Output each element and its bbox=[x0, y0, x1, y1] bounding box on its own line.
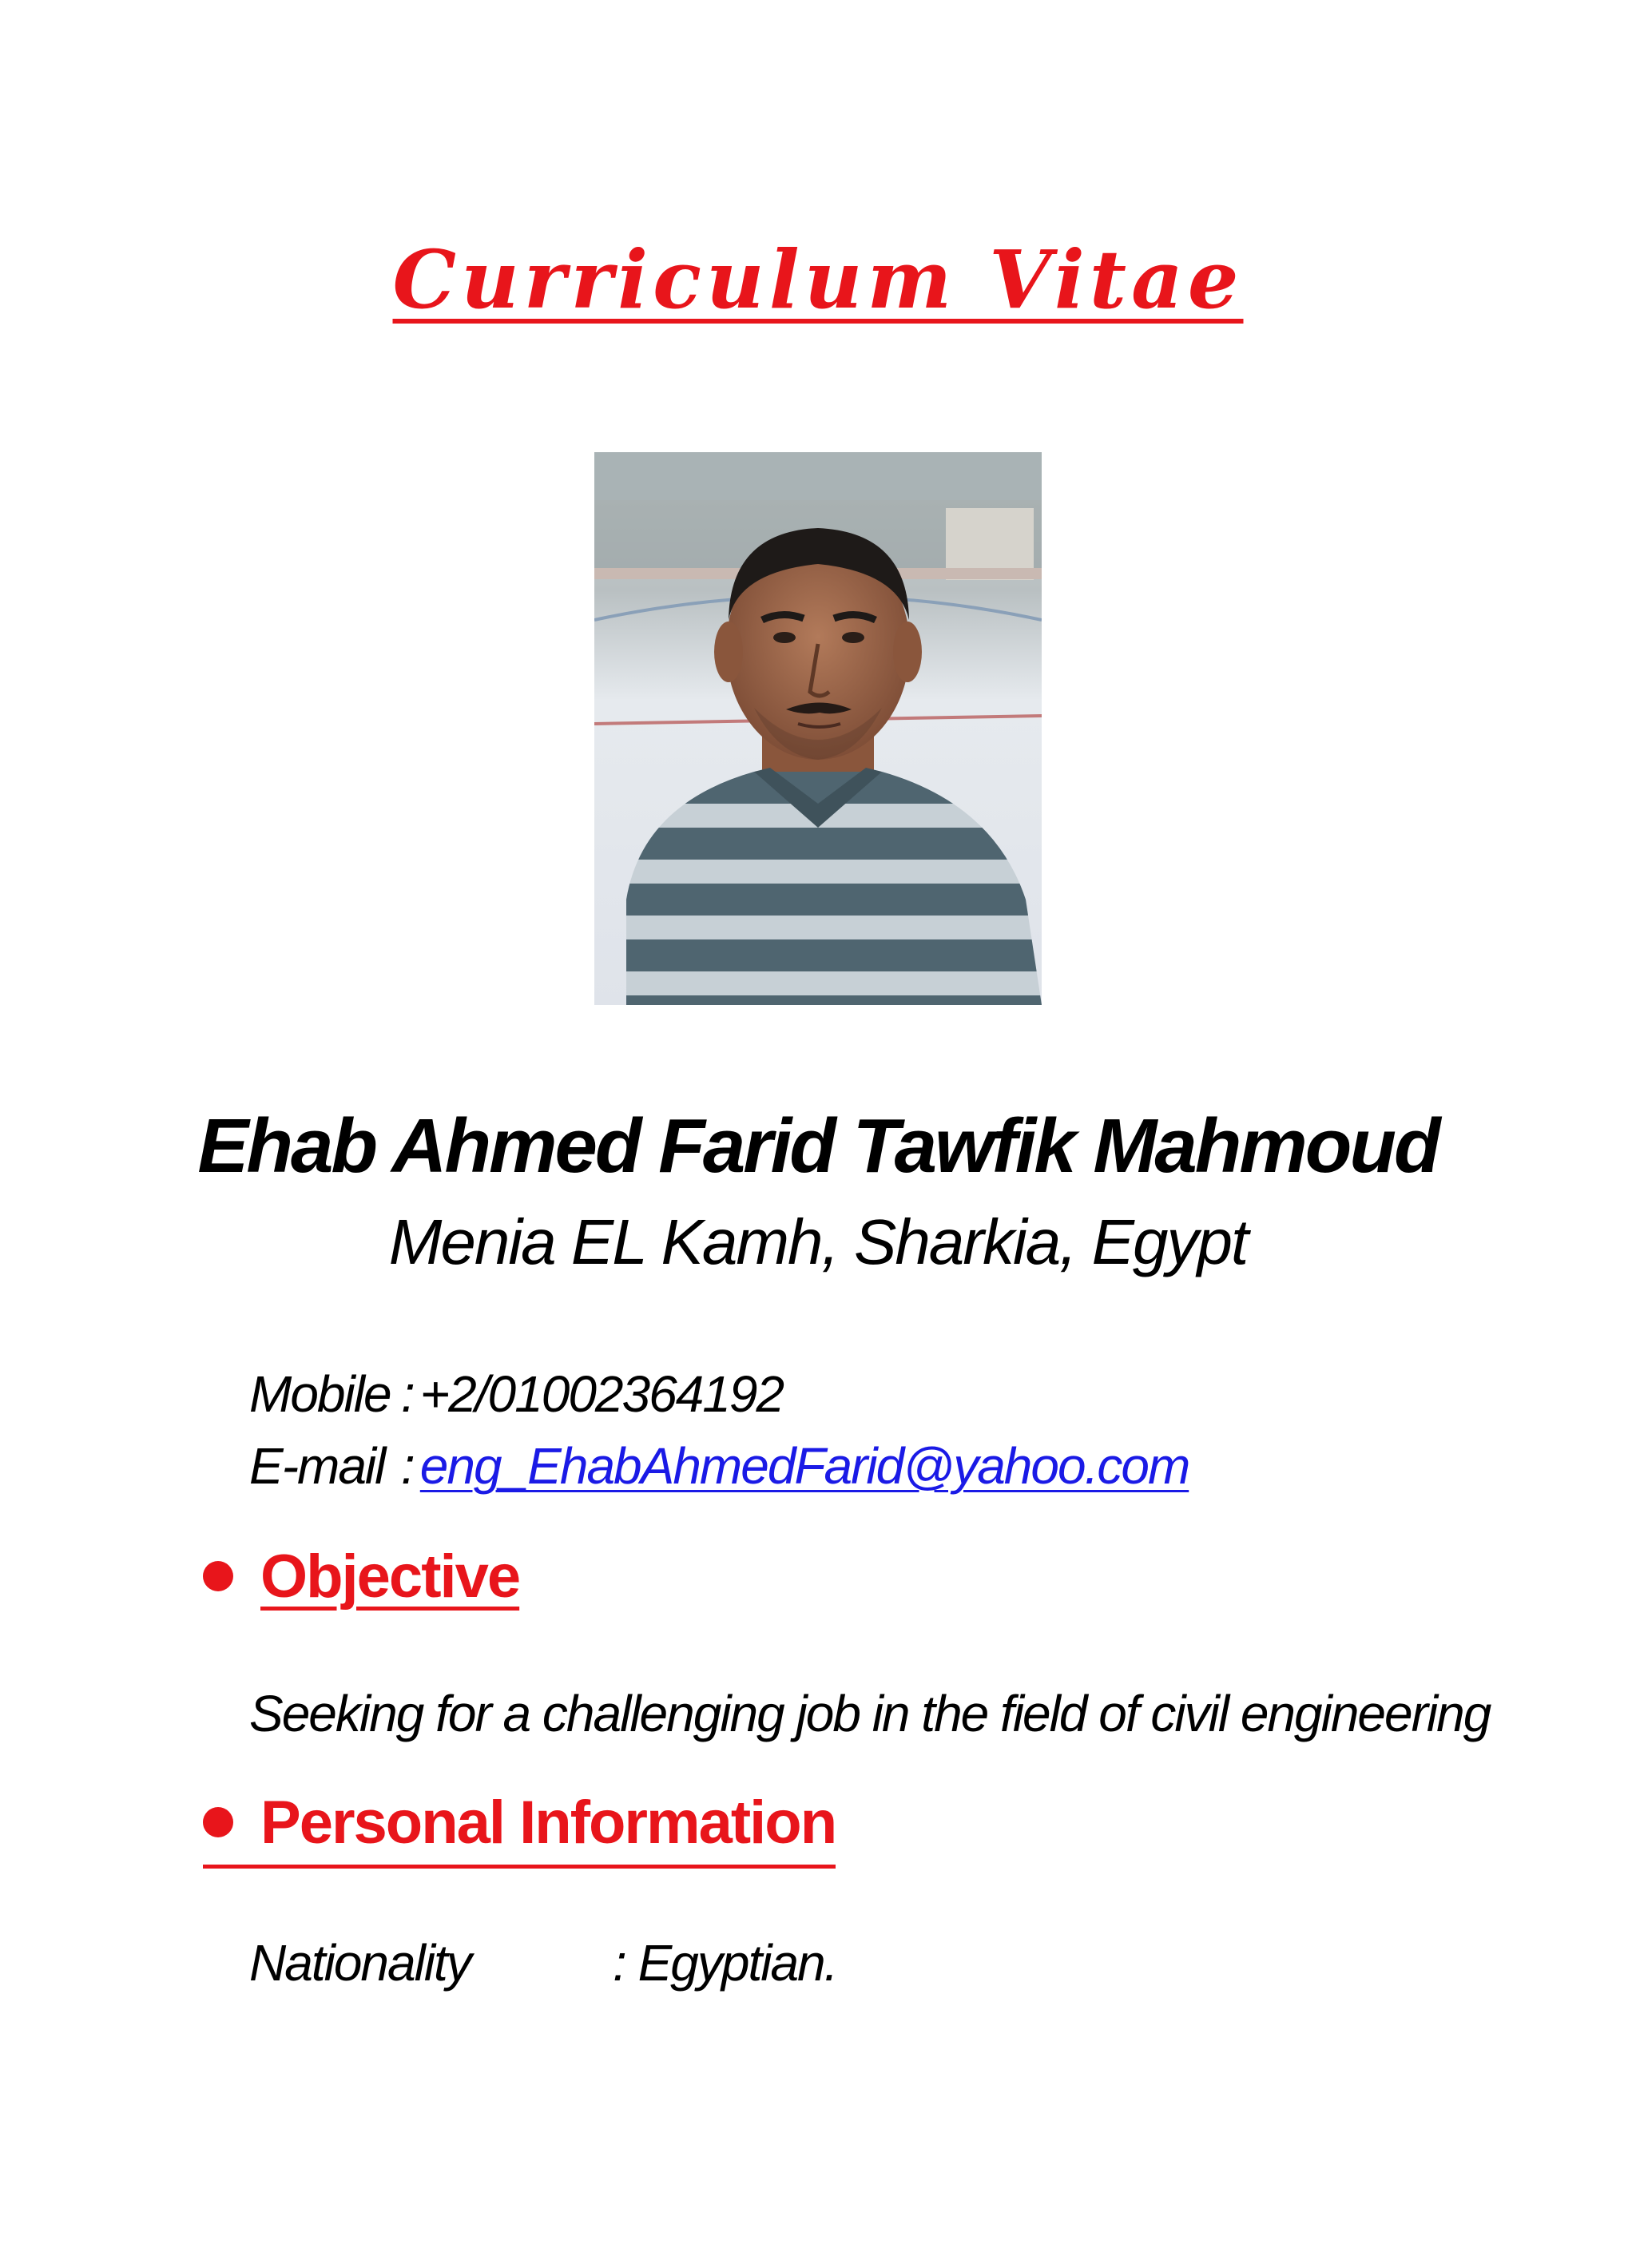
mobile-row bbox=[249, 1358, 783, 1430]
address: Menia EL Kamh, Sharkia, Egypt bbox=[388, 1206, 1248, 1277]
mobile-separator: : bbox=[401, 1365, 414, 1423]
objective-text: Seeking for a challenging job in the field of civil engineering bbox=[249, 1685, 1491, 1742]
nationality-value: : Egyptian. bbox=[613, 1934, 837, 1992]
objective-heading-label: Objective bbox=[260, 1543, 520, 1611]
profile-photo bbox=[594, 452, 1042, 1005]
section-objective-heading bbox=[203, 1537, 519, 1617]
mobile-label: Mobile bbox=[249, 1365, 391, 1423]
nationality-label: Nationality bbox=[249, 1934, 471, 1992]
email-label: E-mail bbox=[249, 1437, 385, 1495]
bullet-icon bbox=[203, 1561, 233, 1591]
full-name: Ehab Ahmed Farid Tawfik Mahmoud bbox=[197, 1103, 1439, 1189]
email-row bbox=[249, 1430, 1189, 1502]
profile-photo-image bbox=[594, 452, 1042, 1005]
email-separator: : bbox=[401, 1437, 414, 1495]
email-link[interactable]: eng_EhabAhmedFarid@yahoo.com bbox=[419, 1437, 1189, 1495]
bullet-icon bbox=[203, 1807, 233, 1837]
nationality-row bbox=[249, 1927, 836, 1999]
personal-heading-label: Personal Information bbox=[260, 1789, 836, 1857]
document-title: Curriculum Vitae bbox=[392, 232, 1244, 327]
section-personal-heading bbox=[203, 1783, 836, 1869]
mobile-value: +2/01002364192 bbox=[419, 1365, 784, 1423]
